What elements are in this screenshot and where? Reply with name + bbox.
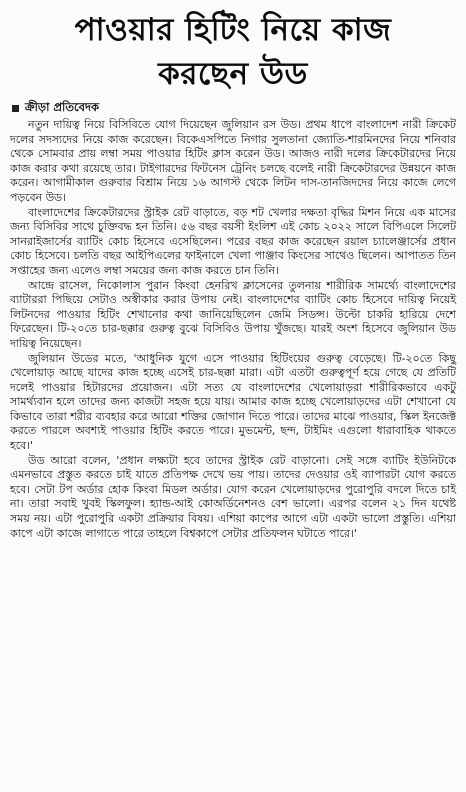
headline xyxy=(10,8,456,96)
paragraph-2: বাংলাদেশের ক্রিকেটারদের স্ট্রাইক রেট বাড়াতে, বড় শট খেলার দক্ষতা বৃদ্ধির মিশন নিয়ে এক মাসের জন্য বিসিবির সাথে চুক্তিবদ্ধ হন তিনি। ৫৬ বছর বয়সী ইংলিশ এই কোচ ২০২২ সালে বিপিএলে সিলেট সানরাইজার্সের ব্যাটিং কোচ হিসেবে এসেছিলেন। পরের বছর কাজ করেছেন রয়াল চ্যালেঞ্জার্সের প্রধান কোচ হিসেবে। চলতি বছর আইপিএলের ফাইনালে খেলা পাঞ্জাব কিংসের সাথেও ছিলেন। আপাতত তিন সপ্তাহের জন্য এলেও লম্বা সময়ের জন্য কাজ করতে চান তিনি। xyxy=(10,205,456,277)
paragraph-1: নতুন দায়িত্ব নিয়ে বিসিবিতে যোগ দিয়েছেন জুলিয়ান রস উড। প্রথম ধাপে বাংলাদেশ নারী ক্রিকেট দলের সদস্যদের নিয়ে কাজ করেছেন। বিকেএসপিতে নিগার সুলতানা জ্যোতি-শারমিনদের নিয়ে শনিবার থেকে সোমবার প্রায় লম্বা সময় পাওয়ার হিটিং ক্লাস করেন উড। আজও নারী দলের ক্রিকেটারদের নিয়ে কাজ করার কথা রয়েছে তার। টাইগারদের ফিটনেস ট্রেনিং চলছে বলেই নারী ক্রিকেটারদের উন্নয়নে কাজ করেন। আগামীকাল গুরুবার বিশ্রাম নিয়ে ১৬ আগস্ট থেকে লিটন দাস-তানজিদদের নিয়ে কাজে লেগে পড়বেন উড। xyxy=(10,118,456,204)
square-bullet-icon xyxy=(12,105,19,112)
byline-text: ক্রীড়া প্রতিবেদক xyxy=(25,99,100,114)
paragraph-5: উড আরো বলেন, 'প্রধান লক্ষ্যটা হবে তাদের স্ট্রাইক রেট বাড়ানো। সেই সঙ্গে ব্যাটিং ইউনিটকে এমনভাবে প্রস্তুত করতে চাই যাতে প্রতিপক্ষ দেখে ভয় পায়। তাদের দেওয়ার ওই ব্যাপারটা যোগ করতে হবে। সেটা টপ অর্ডার হোক কিংবা মিডল অর্ডার। যোগ করেন খেলোয়াড়দের পুরোপুরি বদলে দিতে চাই না। তারা সবাই খুবই স্কিলফুল। হ্যান্ড-আই কোঅর্ডিনেশনও বেশ ভালো। এরপর বলেন ২১ দিন যথেষ্ট সময় নয়। এটা পুরোপুরি একটা প্রক্রিয়ার বিষয়। এশিয়া কাপের আগে এটা একটা ভালো প্রস্তুতি। এশিয়া কাপে এটা কাজে লাগাতে পারে তাহলে বিশ্বকাপে সেটার প্রতিফলন ঘটাতে পারে।' xyxy=(10,453,456,540)
headline-line-1: পাওয়ার হিটিং নিয়ে কাজ xyxy=(74,12,392,48)
paragraph-3: আন্দ্রে রাসেল, নিকোলাস পুরান কিংবা হেনরিখ ক্লাসেনের তুলনায় শারীরিক সামর্থ্যে বাংলাদেশের ব্যাটাররা পিছিয়ে সেটাও অস্বীকার করার উপায় নেই। বাংলাদেশের ব্যাটিং কোচ হিসেবে দায়িত্ব নিয়েই লিটনদের পাওয়ার হিটিং শেখানোর কথা জানিয়েছিলেন জেমি সিডন্স। উল্টো চাকরি হারিয়ে দেশে ফিরেছেন। টি-২০তে চার-ছক্কার গুরুত্ব বুঝে বিসিবিও উপায় খুঁজছে। যারই অংশ হিসেবে জুলিয়ান উড দায়িত্ব নিয়েছেন। xyxy=(10,278,456,350)
paragraph-4: জুলিয়ান উডের মতে, 'আধুনিক যুগে এসে পাওয়ার হিটিংয়ের গুরুত্ব বেড়েছে। টি-২০তে কিছু খেলোয়াড় আছে যাদের কাজ হচ্ছে এসেই চার-ছক্কা মারা। এটা এতটা গুরুত্বপূর্ণ হয়ে গেছে যে প্রতিটি দলেই পাওয়ার হিটারদের প্রয়োজন। এটা সত্য যে বাংলাদেশের খেলোয়াড়রা শারীরিকভাবে একটু সামর্থ্যবান হলে তাদের জন্য কাজটা সহজ হয়ে যায়। আমার কাজ হচ্ছে খেলোয়াড়দের এটা শেখানো যে কিভাবে তারা শরীর ব্যবহার করে আরো শক্তির জোগান দিতে পারে। তাদের মাঝে পাওয়ার, স্কিল ইনজেক্ট করতে পারলে অবশ্যই পাওয়ার হিটিং করতে পারে। মুভমেন্ট, ছন্দ, টাইমিং এগুলো ধারাবাহিক থাকতে হবে।' xyxy=(10,351,456,453)
article-body xyxy=(10,118,456,541)
byline xyxy=(12,100,456,116)
headline-line-2: করছেন উড xyxy=(158,56,308,92)
